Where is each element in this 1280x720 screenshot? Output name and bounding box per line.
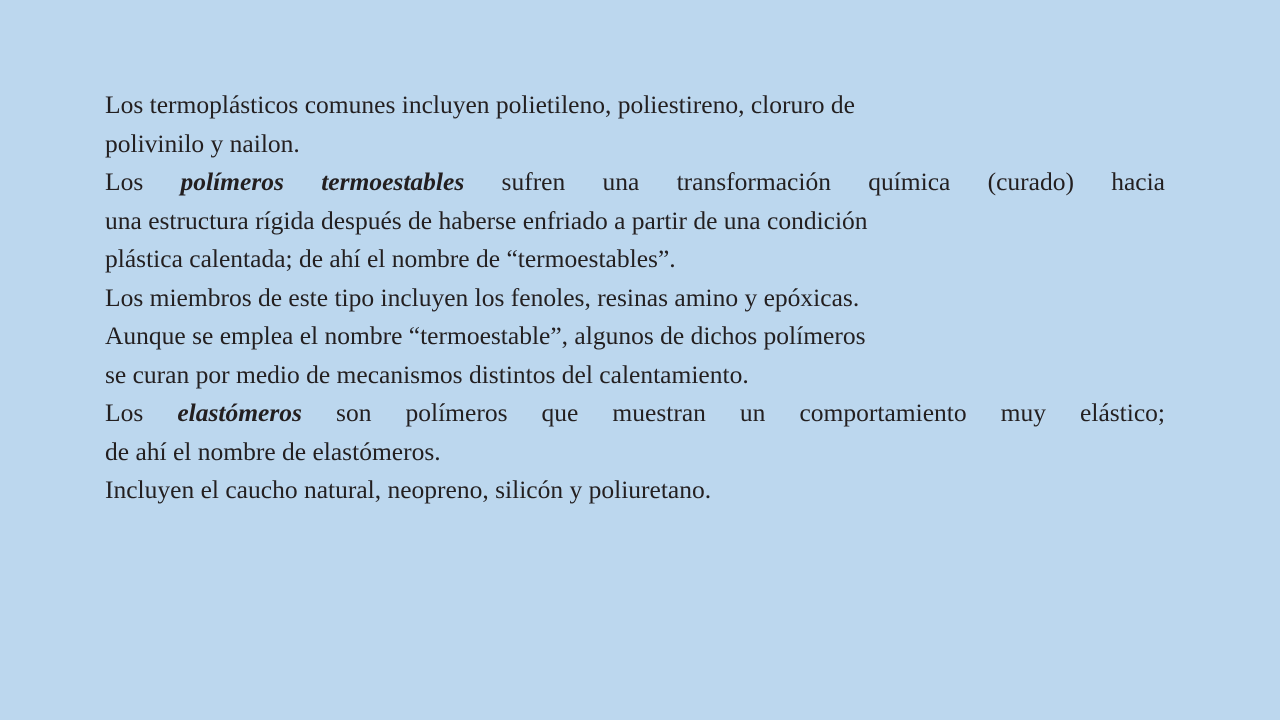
- text-line-9-rest: son polímeros que muestran un comportamiento muy elástico;: [301, 398, 1166, 427]
- text-line-4: una estructura rígida después de haberse enfriado a partir de una condición: [105, 205, 868, 235]
- text-line-3: [105, 163, 1165, 202]
- text-line-3-rest: sufren una transformación química (curado) hacia: [464, 167, 1166, 196]
- term-elastomeros: elastómeros: [177, 398, 302, 427]
- text-line-9: [105, 394, 1165, 433]
- text-line-11: Incluyen el caucho natural, neopreno, silicón y poliuretano.: [105, 475, 712, 504]
- text-line-5: plástica calentada; de ahí el nombre de “termoestables”.: [105, 244, 676, 273]
- text-line-9-lead: Los: [105, 398, 178, 427]
- text-line-10: de ahí el nombre de elastómeros.: [105, 436, 441, 466]
- text-line-1: Los termoplásticos comunes incluyen polietileno, poliestireno, cloruro de: [105, 90, 855, 119]
- text-line-6: Los miembros de este tipo incluyen los fenoles, resinas amino y epóxicas.: [105, 282, 860, 312]
- text-line-7: Aunque se emplea el nombre “termoestable”, algunos de dichos polímeros: [105, 321, 866, 350]
- body-text: [105, 86, 1165, 510]
- text-line-3-lead: Los: [105, 167, 181, 196]
- term-polimeros-termoestables: polímeros termoestables: [180, 167, 465, 196]
- text-line-2: polivinilo y nailon.: [105, 128, 300, 158]
- text-line-8: se curan por medio de mecanismos distintos del calentamiento.: [105, 359, 749, 389]
